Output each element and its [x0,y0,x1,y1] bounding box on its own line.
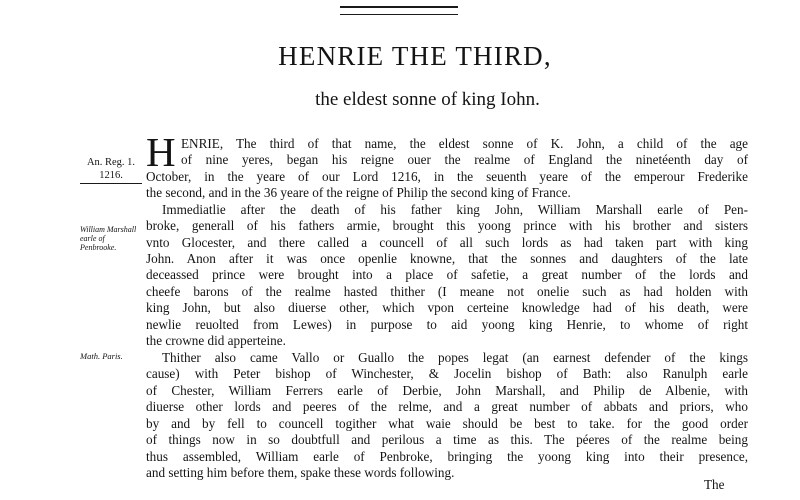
body-line: and setting him before them, spake these words following. [146,465,455,480]
body-line: ENRIE, The third of that name, the eldest sonne of K. John, a child of the age [181,136,748,151]
margin-note-regnal-year [80,156,142,184]
chapter-subtitle: the eldest sonne of king Iohn. [315,89,540,110]
body-line: king John, but also diuerse other, which vpon certeine knowledge had of his death, were [146,300,748,315]
body-line: Thither also came Vallo or Guallo the popes legat (an earnest defender of the kings [162,350,748,365]
catchword: The [704,477,725,492]
drop-capital: H [146,129,176,175]
body-line: Immediatlie after the death of his father king John, William Marshall earle of Pen- [162,202,748,217]
body-line: by and by fell to councell togither what waie should be best to take. for the good order [146,416,748,431]
body-line: the second, and in the 36 yeare of the reigne of Philip the second king of France. [146,185,571,200]
body-line: vnto Glocester, and there called a councell of all such lords as had taken part with king [146,235,748,250]
body-line: deceassed prince were brought into a place of safetie, a great number of the lords and [146,267,748,282]
body-line: cheefe barons of the realme hasted thither (I meane not onelie such as had holden with [146,284,748,299]
body-line: newlie reuolted from Lewes) in purpose to aid yoong king Henrie, to whome of right [146,317,748,332]
body-line: thus assembled, William earle of Penbroke, bringing the yoong king into their presence, [146,449,748,464]
body-line: diuerse other lords and peeres of the relme, and a great number of abbats and priors, who [146,399,748,414]
body-line: of nine yeres, began his reigne ouer the realme of England the ninetéenth day of [181,152,748,167]
body-line: October, in the yeare of our Lord 1216, in the seuenth yeare of the emperour Frederike [146,169,748,184]
body-line: the crowne did apperteine. [146,333,286,348]
header-double-rule [340,6,458,15]
regnal-year-date: 1216. [80,169,142,184]
chapter-title: HENRIE THE THIRD, [278,41,552,71]
body-line: of Chester, William Ferrers earle of Derbie, John Marshall, and Philip de Albenie, with [146,383,748,398]
body-line: John. Anon after it was once openlie knowne, that the sonnes and daughters of the late [146,251,748,266]
body-line: cause) with Peter bishop of Winchester, & Jocelin bishop of Bath: also Ranulph earle [146,366,748,381]
regnal-year-label: An. Reg. 1. [86,157,136,168]
margin-note-marshall: William Marshall earle of Penbrooke. [80,225,137,252]
body-line: of things now in so doubtfull and perilous a time as this. The péeres of the realme being [146,432,748,447]
margin-note-paris: Math. Paris. [80,351,123,361]
body-line: broke, generall of his fathers armie, brought this yoong prince with his brother and sisters [146,218,748,233]
